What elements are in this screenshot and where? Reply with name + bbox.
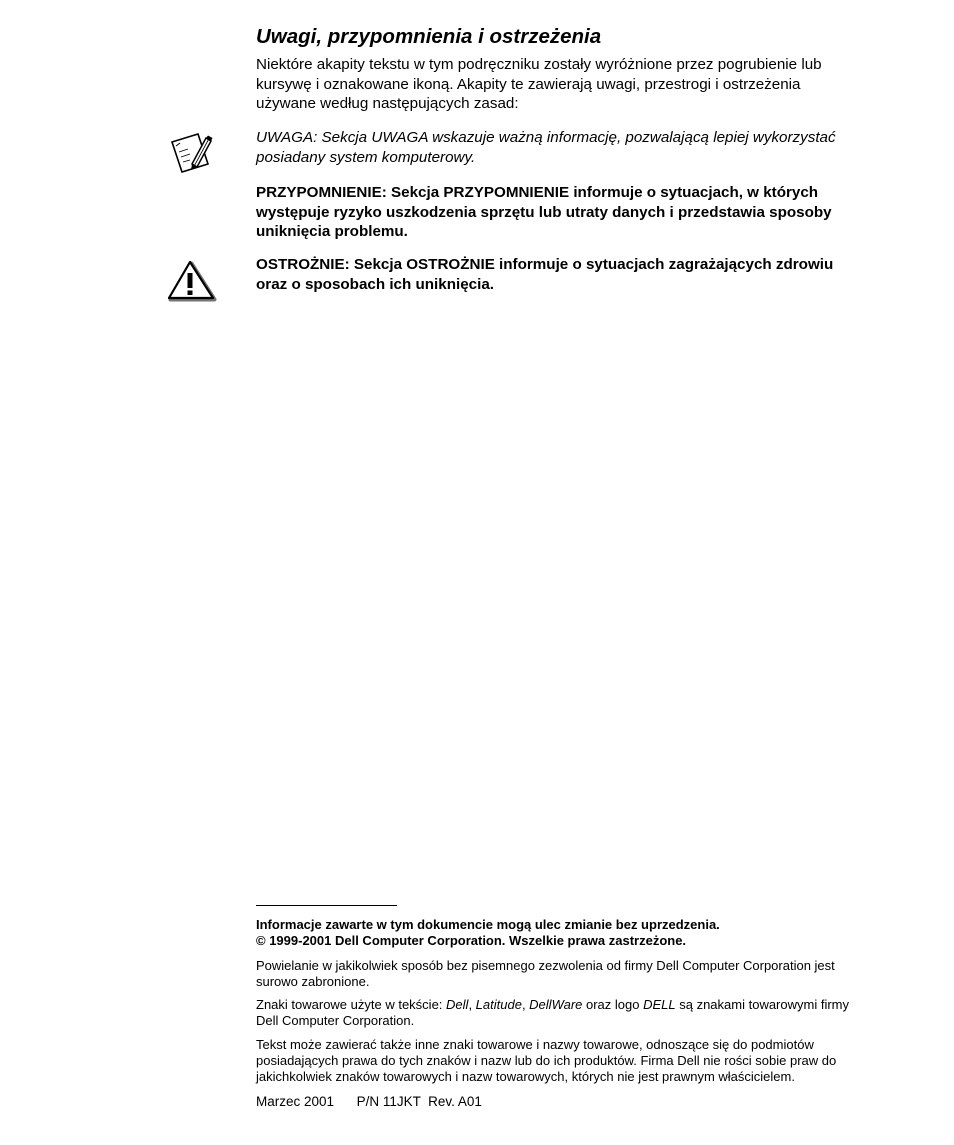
trademark-dell: Dell: [446, 997, 469, 1012]
copyright-notice: © 1999-2001 Dell Computer Corporation. Wszelkie prawa zastrzeżone.: [256, 933, 687, 948]
trademark-dell-logo: DELL: [643, 997, 676, 1012]
notice-paragraph: PRZYPOMNIENIE: Sekcja PRZYPOMNIENIE informuje o sytuacjach, w których występuje ryzyko uszkodzenia sprzętu lub utraty danych i przedstawia sposoby uniknięcia problemu.: [256, 184, 832, 240]
intro-paragraph: Niektóre akapity tekstu w tym podręczniku zostały wyróżnione przez pogrubienie lub kursywę i oznakowane ikoną. Akapity te zawierają uwagi, przestrogi i ostrzeżenia używane według następujących zasad:: [256, 56, 822, 112]
publication-date: Marzec 2001: [256, 1094, 335, 1109]
part-number: P/N 11JKT: [356, 1094, 421, 1109]
change-notice: Informacje zawarte w tym dokumencie mogą ulec zmianie bez uprzedzenia.: [256, 917, 720, 932]
trademarks-middle: oraz logo: [582, 997, 644, 1012]
other-trademarks-notice: Tekst może zawierać także inne znaki towarowe i nazwy towarowe, odnoszące się do podmiotów posiadających prawa do tych znaków i nazw lub do ich produktów. Firma Dell nie rości sobie praw do jakichkolwiek znaków towarowych i nazw towarowych, których nie jest prawnym właścicielem.: [256, 1037, 837, 1084]
note-paragraph: UWAGA: Sekcja UWAGA wskazuje ważną informację, pozwalającą lepiej wykorzystać posiadany system komputerowy.: [256, 129, 836, 166]
caution-paragraph: OSTROŻNIE: Sekcja OSTROŻNIE informuje o sytuacjach zagrażających zdrowiu oraz o sposobach ich uniknięcia.: [256, 256, 834, 293]
reproduction-notice: Powielanie w jakikolwiek sposób bez pisemnego zezwolenia od firmy Dell Computer Corporation jest surowo zabronione.: [256, 958, 835, 989]
trademarks-prefix: Znaki towarowe użyte w tekście:: [256, 997, 447, 1012]
revision: Rev. A01: [428, 1094, 482, 1109]
trademarks-suffix: są znakami towarowymi firmy Dell Computer Corporation.: [256, 997, 849, 1028]
publication-info: [256, 1093, 482, 1111]
trademark-dellware: DellWare: [529, 997, 583, 1012]
trademark-latitude: Latitude: [475, 997, 522, 1012]
legal-notice-bold: [256, 917, 866, 949]
trademarks-separator: ,: [468, 997, 476, 1012]
trademarks-separator: ,: [521, 997, 530, 1012]
trademarks-notice: [256, 997, 866, 1029]
footer-divider: [256, 905, 397, 906]
page-title: Uwagi, przypomnienia i ostrzeżenia: [256, 25, 602, 48]
caution-warning-triangle-icon: [166, 258, 218, 302]
note-pencil-icon: [168, 130, 216, 174]
